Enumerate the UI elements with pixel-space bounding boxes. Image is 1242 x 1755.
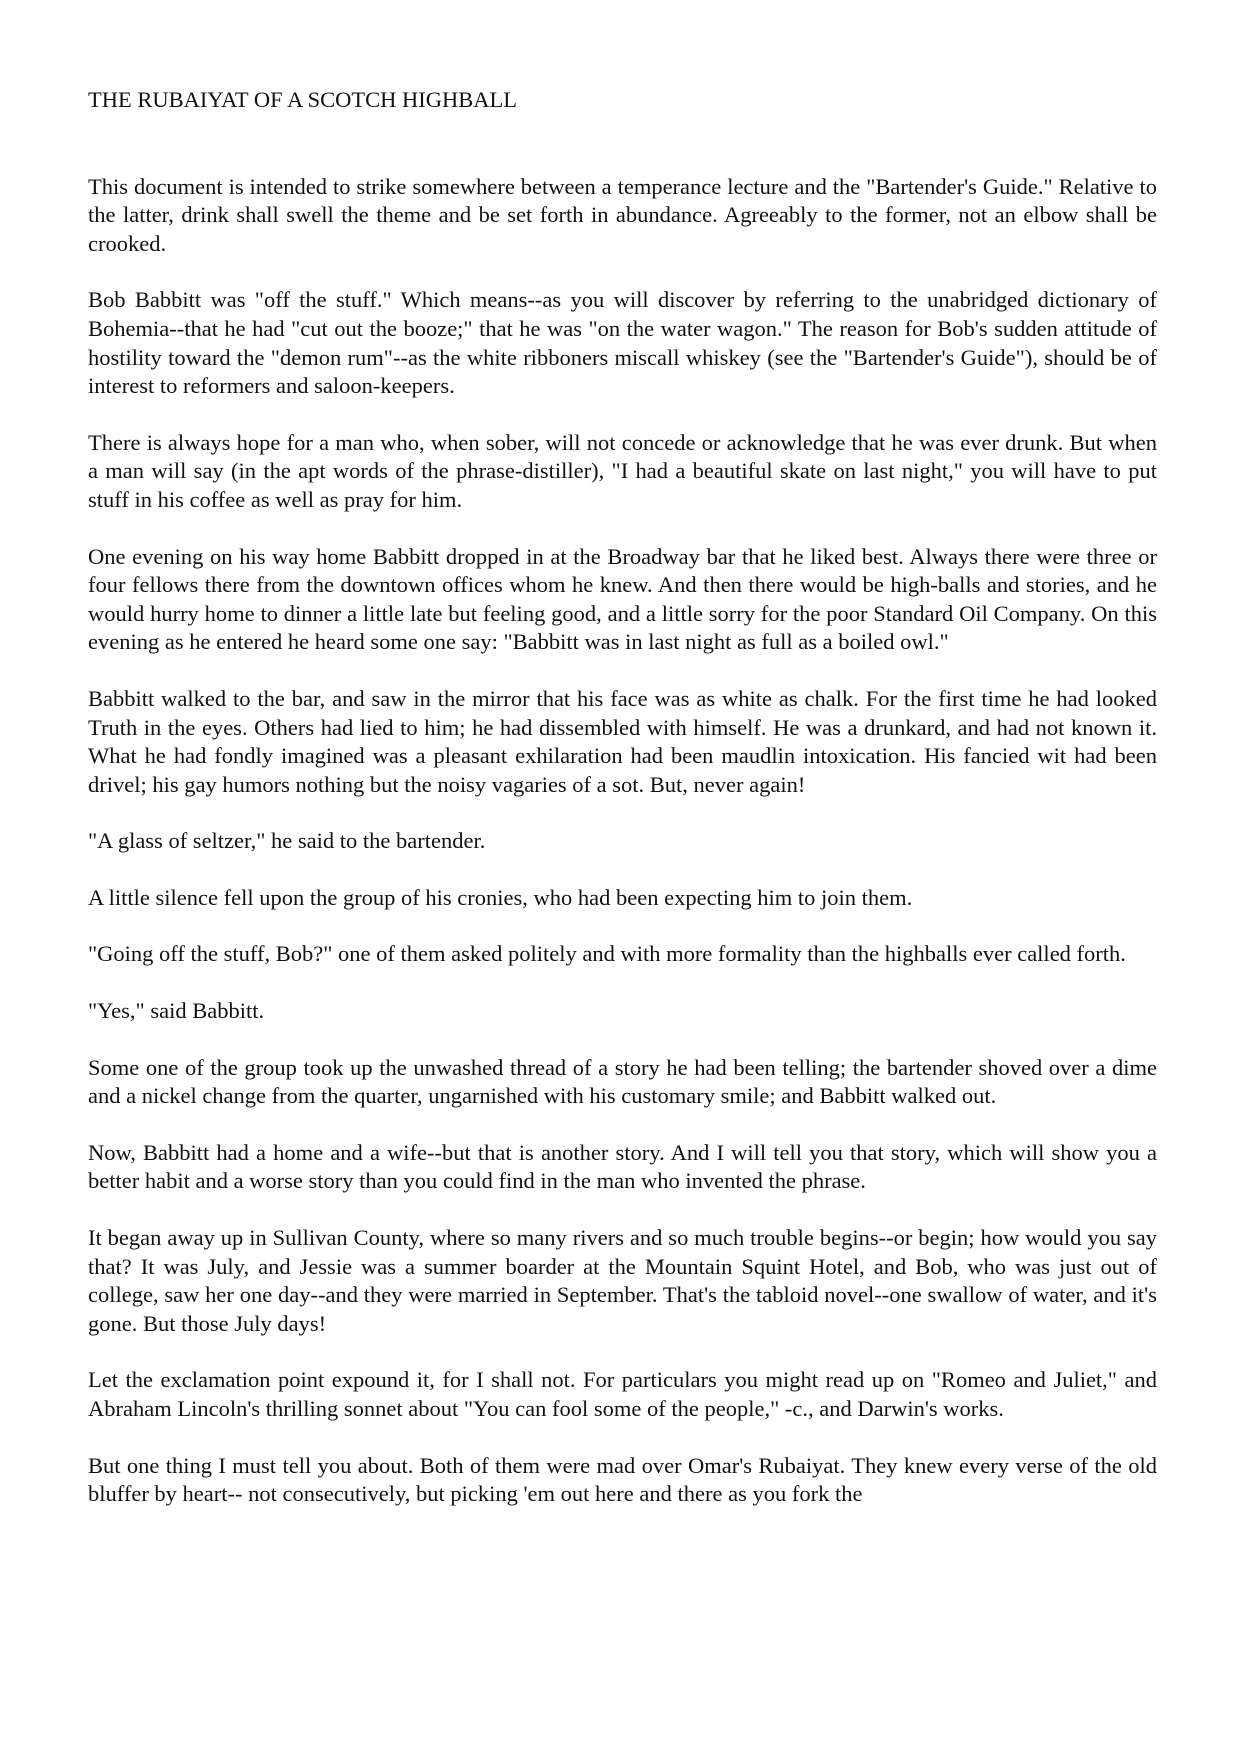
paragraph: Let the exclamation point expound it, for I shall not. For particulars you might read up on "Romeo and Juliet," and Abraham Lincoln's thrilling sonnet about "You can fool some of the people," -c., and Darwin's works. [88,1367,1157,1421]
document-body [88,173,1157,1509]
paragraph: But one thing I must tell you about. Both of them were mad over Omar's Rubaiyat. They knew every verse of the old bluffer by heart-- not consecutively, but picking 'em out here and there as you fork the [88,1452,1157,1507]
paragraph: "A glass of seltzer," he said to the bartender. [88,828,486,854]
paragraph: There is always hope for a man who, when sober, will not concede or acknowledge that he was ever drunk. But when a man will say (in the apt words of the phrase-distiller), "I had a beautiful skate on last night," you will have to put stuff in his coffee as well as pray for him. [88,429,1157,512]
paragraph: This document is intended to strike somewhere between a temperance lecture and the "Bartender's Guide." Relative to the latter, drink shall swell the theme and be set forth in abundance. Agreeably to the former, not an elbow shall be crooked. [88,173,1157,256]
paragraph: Now, Babbitt had a home and a wife--but that is another story. And I will tell you that story, which will show you a better habit and a worse story than you could find in the man who invented the phrase. [88,1139,1157,1194]
paragraph: It began away up in Sullivan County, where so many rivers and so much trouble begins--or begin; how would you say that? It was July, and Jessie was a summer boarder at the Mountain Squint Hotel, and Bob, who was just out of college, saw her one day--and they were married in September. That's the tabloid novel--one swallow of water, and it's gone. But those July days! [88,1225,1157,1336]
paragraph: A little silence fell upon the group of his cronies, who had been expecting him to join them. [88,884,913,910]
paragraph: One evening on his way home Babbitt dropped in at the Broadway bar that he liked best. Always there were three or four fellows there from the downtown offices whom he knew. And then there would be high-balls and stories, and he would hurry home to dinner a little late but feeling good, and a little sorry for the poor Standard Oil Company. On this evening as he entered he heard some one say: "Babbitt was in last night as full as a boiled owl." [88,543,1157,655]
paragraph: Bob Babbitt was "off the stuff." Which means--as you will discover by referring to the unabridged dictionary of Bohemia--that he had "cut out the booze;" that he was "on the water wagon." The reason for Bob's sudden attitude of hostility toward the "demon rum"--as the white ribboners miscall whiskey (see the "Bartender's Guide"), should be of interest to reformers and saloon-keepers. [88,287,1157,399]
paragraph: "Yes," said Babbitt. [88,998,265,1024]
document-page [88,86,1157,1537]
paragraph: Some one of the group took up the unwashed thread of a story he had been telling; the bartender shoved over a dime and a nickel change from the quarter, ungarnished with his customary smile; and Babbitt walked out. [88,1054,1157,1109]
paragraph: Babbitt walked to the bar, and saw in the mirror that his face was as white as chalk. For the first time he had looked Truth in the eyes. Others had lied to him; he had dissembled with himself. He was a drunkard, and had not known it. What he had fondly imagined was a pleasant exhilaration had been maudlin intoxication. His fancied wit had been drivel; his gay humors nothing but the noisy vagaries of a sot. But, never again! [88,685,1157,797]
paragraph: "Going off the stuff, Bob?" one of them asked politely and with more formality than the highballs ever called forth. [88,941,1126,967]
document-title: THE RUBAIYAT OF A SCOTCH HIGHBALL [88,87,517,112]
